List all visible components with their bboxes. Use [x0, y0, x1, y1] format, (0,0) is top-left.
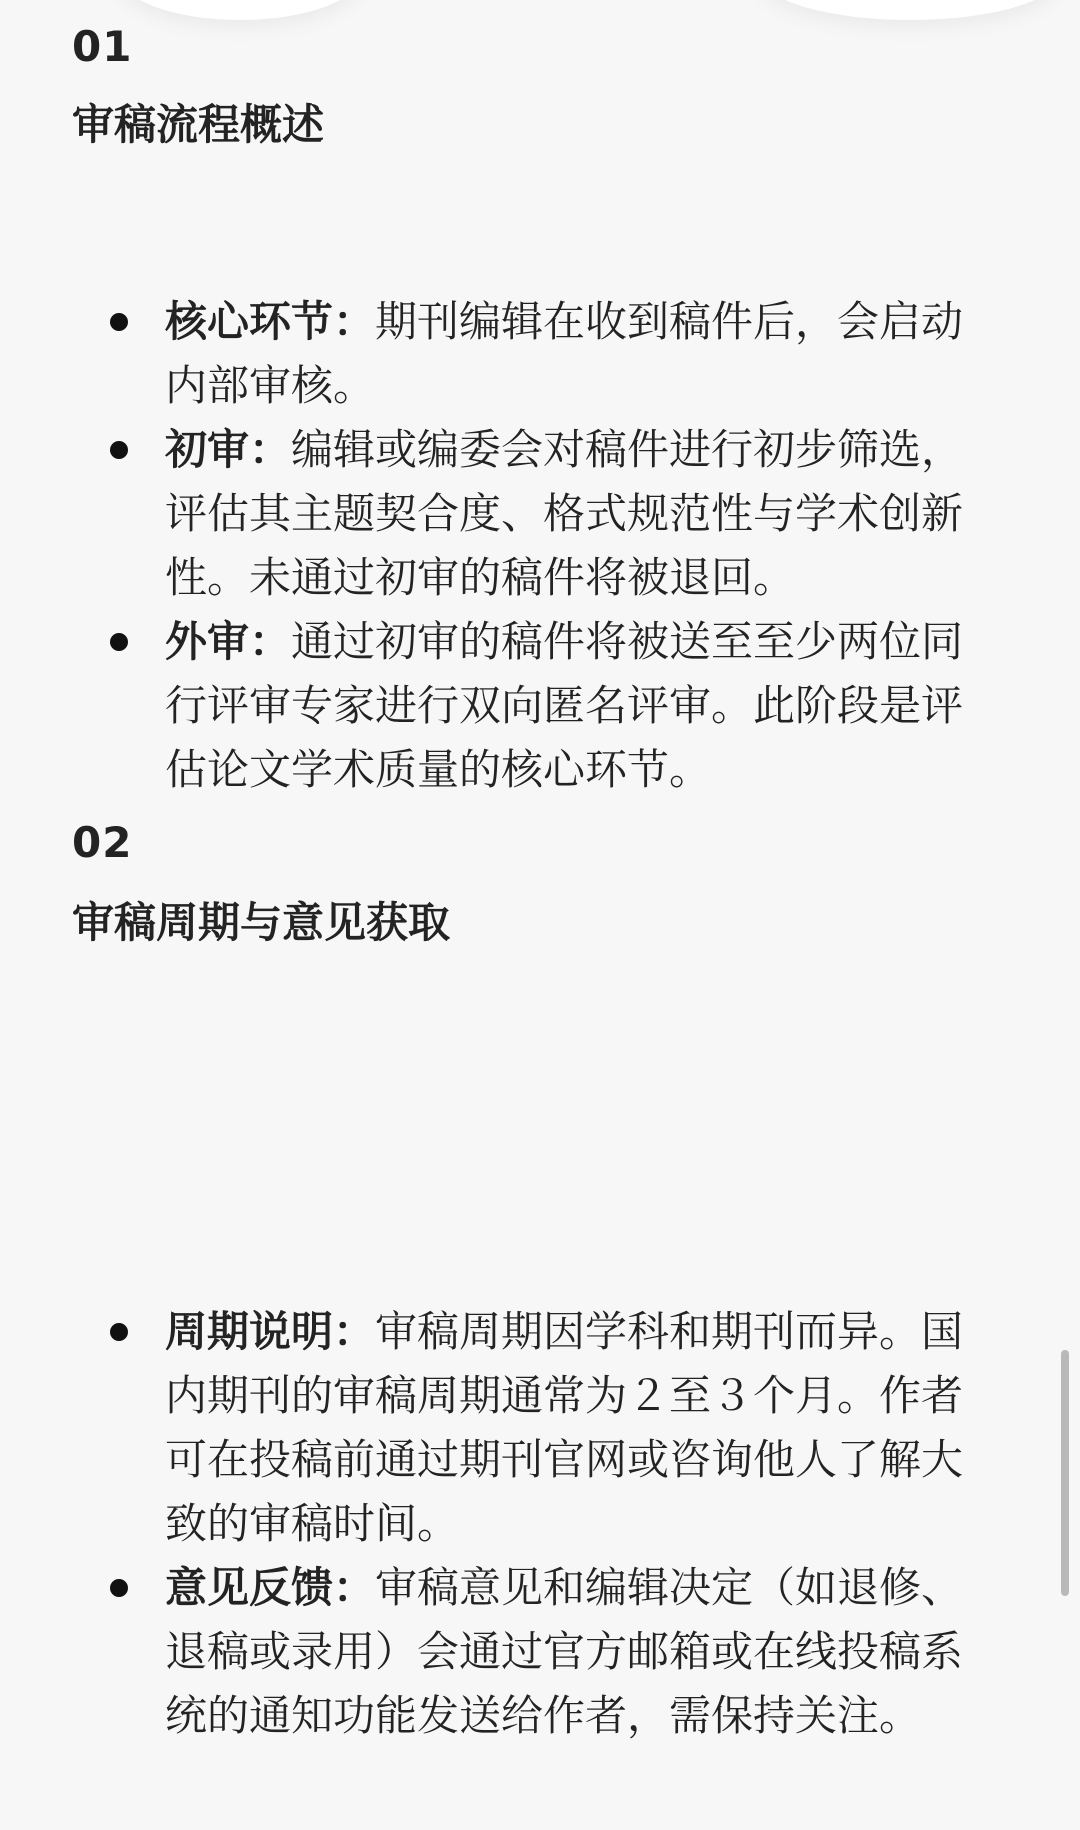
section-number: 02 [72, 818, 133, 867]
list-item [0, 290, 1080, 418]
section-bullet-list [0, 290, 1080, 802]
bullet-icon [110, 1579, 128, 1597]
list-item [0, 1556, 1080, 1748]
section-title: 审稿流程概述 [72, 100, 325, 149]
section-title: 审稿周期与意见获取 [72, 898, 451, 947]
bullet-text: 审稿周期因学科和期刊而异。国内期刊的审稿周期通常为２至３个月。作者可在投稿前通过期刊官网或咨询他人了解大致的审稿时间。 [165, 1307, 964, 1548]
section-bullet-list [0, 1300, 1080, 1748]
bullet-icon [110, 441, 128, 459]
bullet-icon [110, 633, 128, 651]
bullet-icon [110, 313, 128, 331]
bullet-label: 初审： [165, 425, 292, 474]
list-item [0, 1300, 1080, 1556]
bullet-label: 周期说明： [165, 1307, 376, 1356]
bullet-icon [110, 1323, 128, 1341]
list-item [0, 610, 1080, 802]
bullet-text: 期刊编辑在收到稿件后，会启动内部审核。 [165, 297, 964, 410]
list-item [0, 418, 1080, 610]
bullet-label: 外审： [165, 617, 292, 666]
vertical-scrollbar[interactable] [1061, 1350, 1069, 1596]
top-decoration-left [120, 0, 360, 20]
bullet-text: 编辑或编委会对稿件进行初步筛选，评估其主题契合度、格式规范性与学术创新性。未通过初审的稿件将被退回。 [165, 425, 964, 602]
section-number: 01 [72, 22, 133, 71]
bullet-text: 通过初审的稿件将被送至至少两位同行评审专家进行双向匿名评审。此阶段是评估论文学术质量的核心环节。 [165, 617, 964, 794]
bullet-label: 核心环节： [165, 297, 376, 346]
bullet-text: 审稿意见和编辑决定（如退修、退稿或录用）会通过官方邮箱或在线投稿系统的通知功能发送给作者，需保持关注。 [165, 1563, 964, 1740]
bullet-label: 意见反馈： [165, 1563, 376, 1612]
top-decoration-right [760, 0, 1060, 20]
